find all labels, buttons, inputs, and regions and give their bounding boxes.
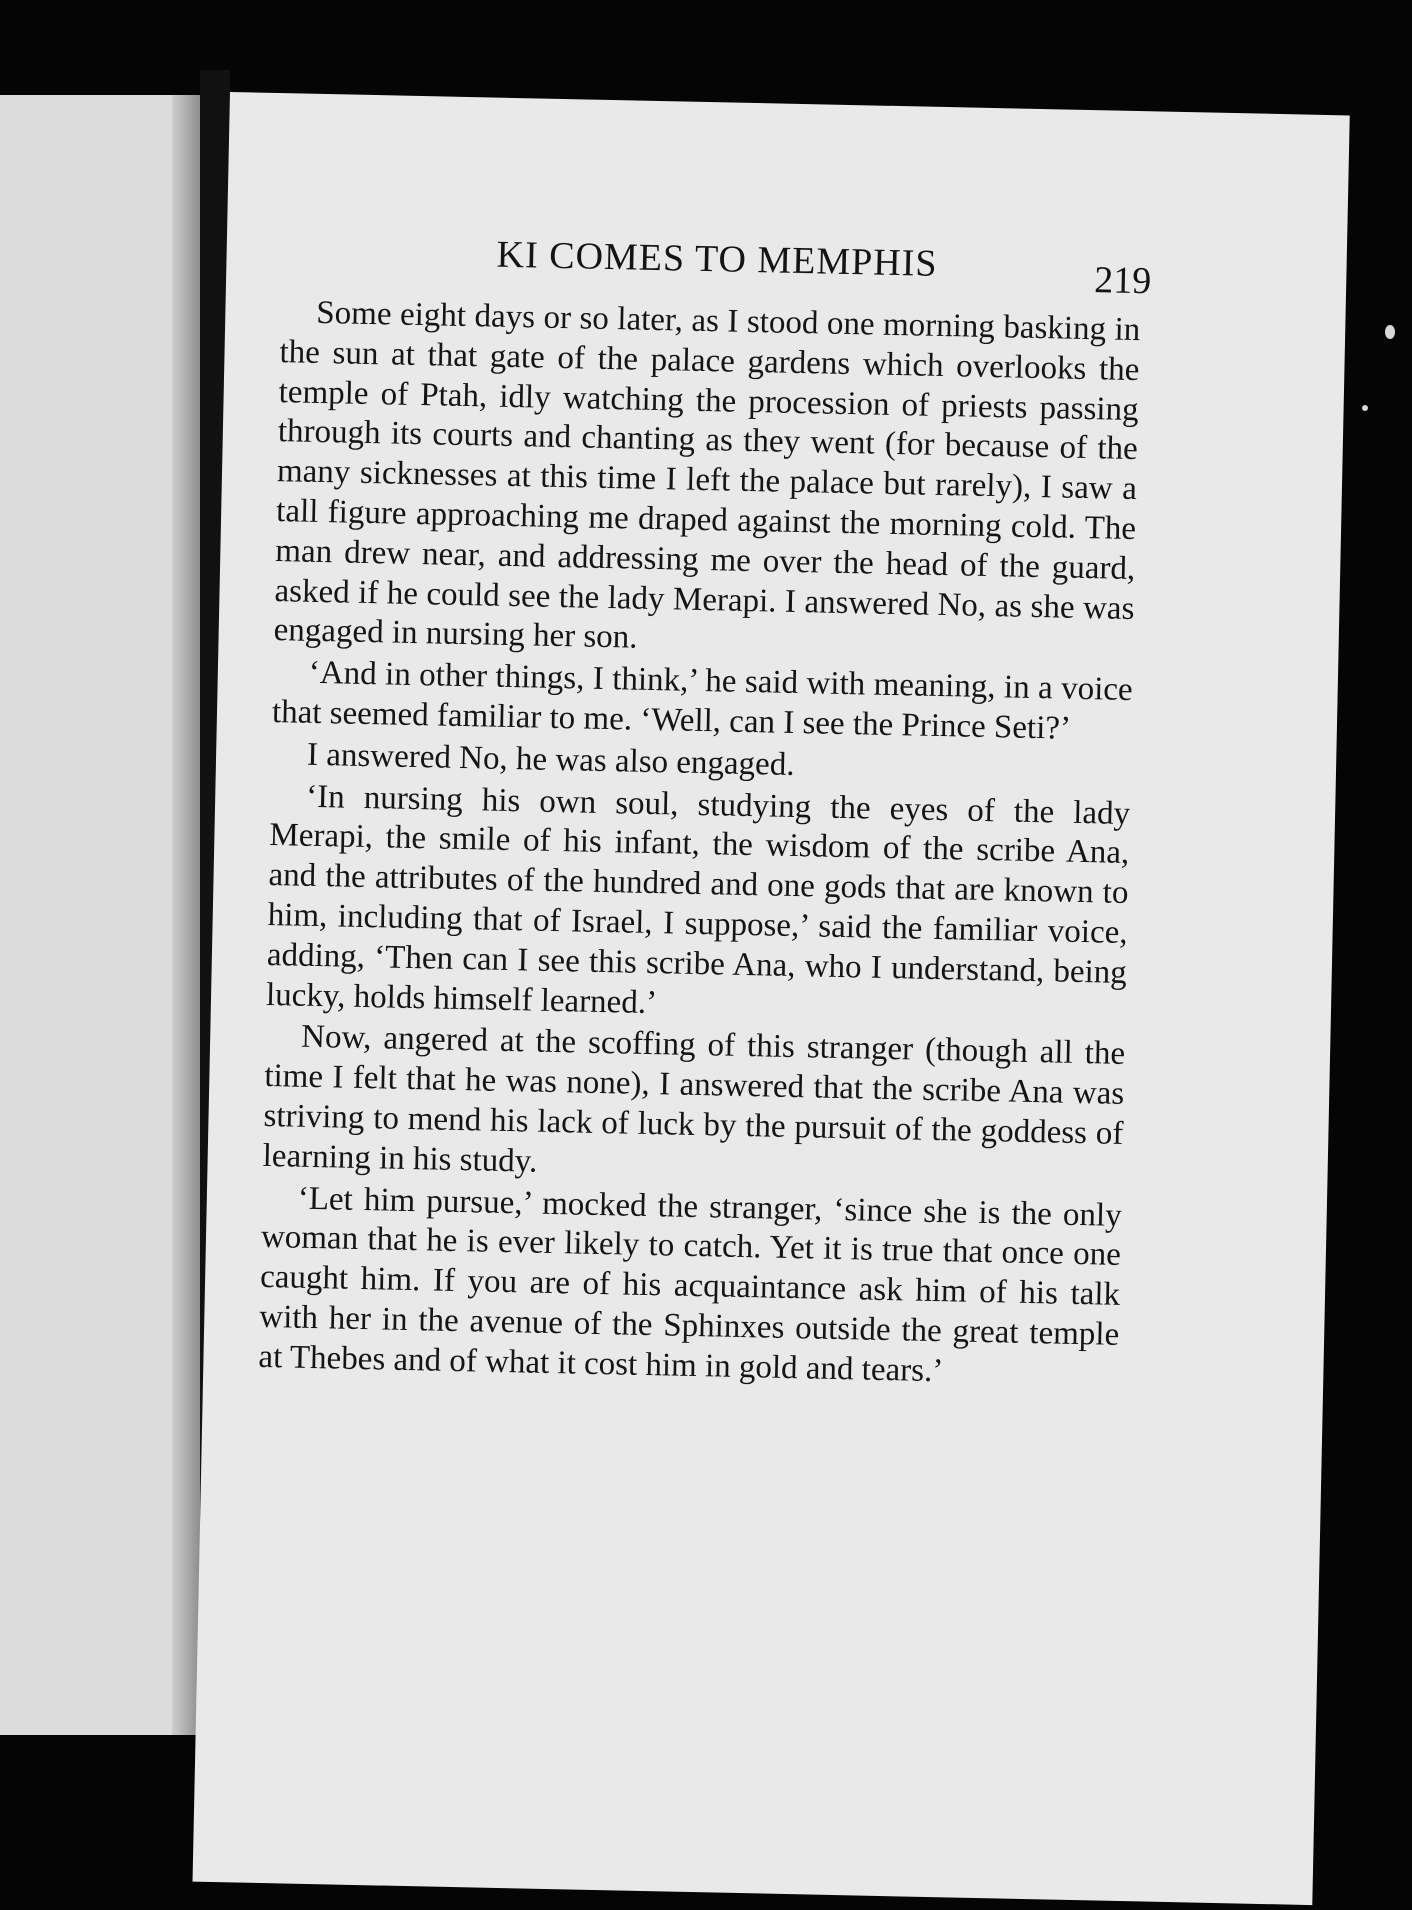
paragraph: ‘In nursing his own soul, studying the eyes of the lady Merapi, the smile of his infant, the wisdom of the scribe Ana, and the attributes of the hundred and one gods that are known to him, including that of Israel, I suppose,’ said the familiar voice, adding, ‘Then can I see this scribe Ana, who I understand, being lucky, holds himself learned.’ [265, 778, 1131, 1021]
paragraph: ‘Let him pursue,’ mocked the stranger, ‘since she is the only woman that he is ever likely to catch. Yet it is true that once one caught him. If you are of his acquaintance ask him of his talk with her in the avenue of the Sphinxes outside the great temple at Thebes and of what it cost him in gold and tears.’ [258, 1180, 1123, 1389]
paragraph: I answered No, he was also engaged. [306, 736, 795, 783]
paragraph: Some eight days or so later, as I stood one morning basking in the sun at that gate of the palace gardens which overlooks the temple of Ptah, idly watching the procession of priests passing through its courts and chanting as they went (for because of the many sicknesses at this time I left the palace but rarely), I saw a tall figure approaching me draped against the morning cold. The man drew near, and addressing me over the head of the guard, asked if he could see the lady Merapi. I answered No, as she was engaged in nursing her son. [273, 294, 1141, 657]
page-number: 219 [1093, 259, 1152, 303]
left-page-fragment [0, 95, 200, 1735]
running-head: KI COMES TO MEMPHIS [496, 233, 938, 285]
scan-speck [1385, 325, 1395, 339]
paragraph: Now, angered at the scoffing of this stranger (though all the time I felt that he was none), I answered that the scribe Ana was striving to mend his lack of luck by the pursuit of the goddess of learning in his study. [262, 1019, 1126, 1180]
scan-speck [1362, 405, 1368, 411]
paragraph: ‘And in other things, I think,’ he said with meaning, in a voice that seemed familiar to me. ‘Well, can I see the Prince Seti?’ [271, 654, 1134, 747]
left-page-shadow [172, 95, 200, 1735]
right-page [193, 92, 1350, 1905]
body-text [258, 293, 1141, 1397]
